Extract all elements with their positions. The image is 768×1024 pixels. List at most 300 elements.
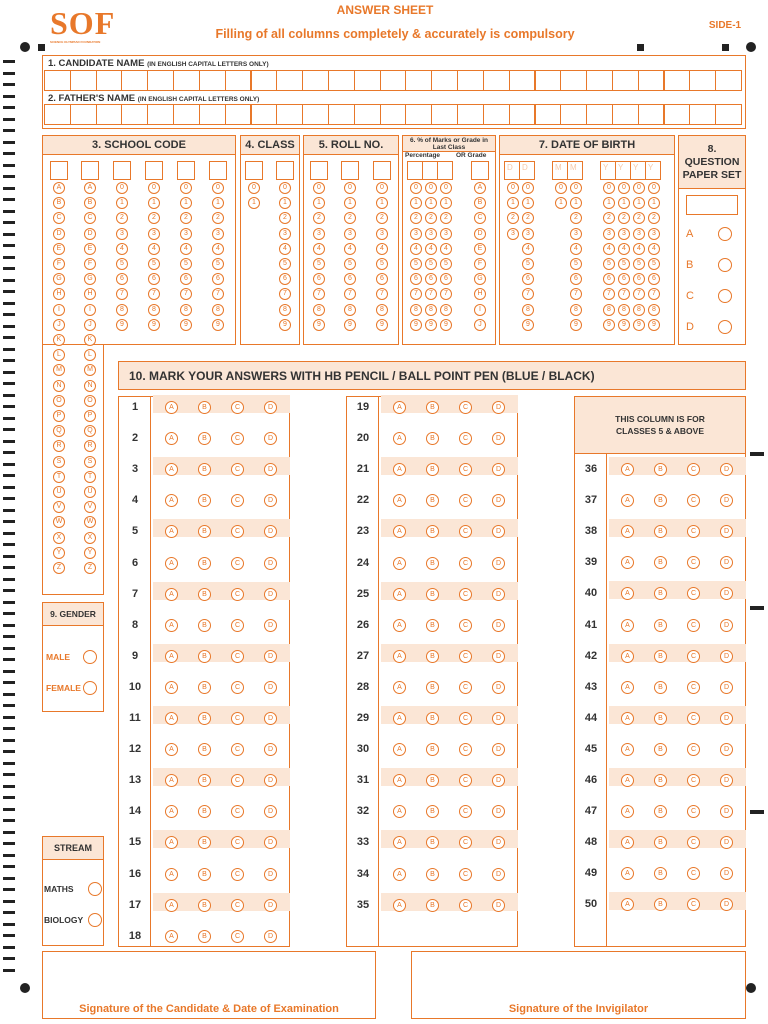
- percentage-digit-bubble[interactable]: 2: [410, 212, 422, 224]
- answer-bubble-d[interactable]: D: [492, 463, 505, 476]
- dob-y-digit-bubble[interactable]: 7: [648, 288, 660, 300]
- father-name-char-box[interactable]: [328, 104, 355, 125]
- dob-m-digit-bubble[interactable]: 0: [570, 182, 582, 194]
- answer-bubble-c[interactable]: C: [459, 774, 472, 787]
- school-code-2-bubble[interactable]: X: [84, 532, 96, 544]
- answer-bubble-c[interactable]: C: [459, 805, 472, 818]
- roll-no-digit-1-bubble[interactable]: 4: [313, 243, 325, 255]
- school-code-2-bubble[interactable]: D: [84, 228, 96, 240]
- roll-no-digit-3-bubble[interactable]: 7: [376, 288, 388, 300]
- candidate-name-char-box[interactable]: [251, 70, 278, 91]
- candidate-name-char-box[interactable]: [276, 70, 303, 91]
- dob-m-digit-bubble[interactable]: 0: [555, 182, 567, 194]
- answer-bubble-d[interactable]: D: [492, 432, 505, 445]
- dob-y-digit-bubble[interactable]: 7: [603, 288, 615, 300]
- answer-bubble-c[interactable]: C: [687, 712, 700, 725]
- class-digit-2-bubble[interactable]: 1: [279, 197, 291, 209]
- answer-bubble-a[interactable]: A: [393, 401, 406, 414]
- school-code-1-bubble[interactable]: E: [53, 243, 65, 255]
- roll-no-digit-3-bubble[interactable]: 8: [376, 304, 388, 316]
- roll-no-digit-3-bubble[interactable]: 0: [376, 182, 388, 194]
- dob-y-digit-bubble[interactable]: 2: [648, 212, 660, 224]
- answer-bubble-a[interactable]: A: [165, 743, 178, 756]
- school-code-4-bubble[interactable]: 0: [148, 182, 160, 194]
- percentage-digit-bubble[interactable]: 8: [440, 304, 452, 316]
- answer-bubble-c[interactable]: C: [687, 494, 700, 507]
- answer-bubble-b[interactable]: B: [654, 712, 667, 725]
- answer-bubble-b[interactable]: B: [426, 743, 439, 756]
- school-code-6-bubble[interactable]: 3: [212, 228, 224, 240]
- answer-bubble-d[interactable]: D: [720, 898, 733, 911]
- answer-bubble-b[interactable]: B: [198, 930, 211, 943]
- answer-bubble-d[interactable]: D: [492, 588, 505, 601]
- answer-bubble-b[interactable]: B: [426, 681, 439, 694]
- dob-d-digit-bubble[interactable]: 0: [522, 182, 534, 194]
- answer-bubble-a[interactable]: A: [621, 836, 634, 849]
- grade-letter-bubble[interactable]: C: [474, 212, 486, 224]
- answer-bubble-a[interactable]: A: [165, 899, 178, 912]
- dob-y-digit-bubble[interactable]: 4: [603, 243, 615, 255]
- answer-bubble-b[interactable]: B: [654, 805, 667, 818]
- class-digit-2-bubble[interactable]: 5: [279, 258, 291, 270]
- dob-y-digit-bubble[interactable]: 4: [633, 243, 645, 255]
- answer-bubble-b[interactable]: B: [654, 867, 667, 880]
- school-code-2-bubble[interactable]: R: [84, 440, 96, 452]
- percentage-digit-bubble[interactable]: 5: [410, 258, 422, 270]
- male-bubble[interactable]: [83, 650, 97, 664]
- school-code-2-bubble[interactable]: B: [84, 197, 96, 209]
- answer-bubble-a[interactable]: A: [393, 805, 406, 818]
- dob-d-digit-bubble[interactable]: 6: [522, 273, 534, 285]
- answer-bubble-d[interactable]: D: [720, 587, 733, 600]
- dob-d-digit-bubble[interactable]: 9: [522, 319, 534, 331]
- roll-no-digit-3-bubble[interactable]: 1: [376, 197, 388, 209]
- father-name-char-box[interactable]: [664, 104, 691, 125]
- answer-bubble-a[interactable]: A: [165, 463, 178, 476]
- answer-bubble-c[interactable]: C: [687, 743, 700, 756]
- answer-bubble-d[interactable]: D: [264, 899, 277, 912]
- answer-bubble-b[interactable]: B: [198, 650, 211, 663]
- answer-bubble-c[interactable]: C: [687, 525, 700, 538]
- answer-bubble-c[interactable]: C: [687, 898, 700, 911]
- dob-y-digit-bubble[interactable]: 5: [603, 258, 615, 270]
- father-name-char-box[interactable]: [483, 104, 510, 125]
- question-paper-set-box[interactable]: [686, 195, 738, 215]
- school-code-1-bubble[interactable]: U: [53, 486, 65, 498]
- school-code-1-bubble[interactable]: S: [53, 456, 65, 468]
- school-code-4-bubble[interactable]: 4: [148, 243, 160, 255]
- dob-y-digit-bubble[interactable]: 6: [633, 273, 645, 285]
- class-box[interactable]: [245, 161, 263, 180]
- answer-bubble-d[interactable]: D: [264, 930, 277, 943]
- answer-bubble-c[interactable]: C: [231, 681, 244, 694]
- answer-bubble-a[interactable]: A: [621, 805, 634, 818]
- answer-bubble-a[interactable]: A: [621, 619, 634, 632]
- school-code-4-bubble[interactable]: 5: [148, 258, 160, 270]
- percentage-digit-bubble[interactable]: 0: [425, 182, 437, 194]
- answer-bubble-b[interactable]: B: [198, 432, 211, 445]
- father-name-char-box[interactable]: [199, 104, 226, 125]
- percentage-digit-bubble[interactable]: 9: [410, 319, 422, 331]
- candidate-name-char-box[interactable]: [380, 70, 407, 91]
- father-name-char-box[interactable]: [689, 104, 716, 125]
- answer-bubble-b[interactable]: B: [654, 898, 667, 911]
- percentage-digit-bubble[interactable]: 5: [440, 258, 452, 270]
- answer-bubble-a[interactable]: A: [165, 494, 178, 507]
- answer-bubble-a[interactable]: A: [165, 930, 178, 943]
- roll-no-digit-2-bubble[interactable]: 1: [344, 197, 356, 209]
- school-code-3-bubble[interactable]: 2: [116, 212, 128, 224]
- school-code-1-bubble[interactable]: C: [53, 212, 65, 224]
- answer-bubble-a[interactable]: A: [621, 867, 634, 880]
- dob-y-digit-bubble[interactable]: 0: [633, 182, 645, 194]
- school-code-1-bubble[interactable]: G: [53, 273, 65, 285]
- answer-bubble-d[interactable]: D: [264, 525, 277, 538]
- dob-y-digit-bubble[interactable]: 0: [603, 182, 615, 194]
- school-code-2-bubble[interactable]: P: [84, 410, 96, 422]
- answer-bubble-b[interactable]: B: [198, 712, 211, 725]
- school-code-2-bubble[interactable]: Y: [84, 547, 96, 559]
- answer-bubble-d[interactable]: D: [720, 805, 733, 818]
- answer-bubble-d[interactable]: D: [492, 805, 505, 818]
- answer-bubble-d[interactable]: D: [492, 774, 505, 787]
- answer-bubble-c[interactable]: C: [231, 525, 244, 538]
- school-code-2-bubble[interactable]: C: [84, 212, 96, 224]
- school-code-1-bubble[interactable]: N: [53, 380, 65, 392]
- roll-no-digit-2-bubble[interactable]: 9: [344, 319, 356, 331]
- dob-y-digit-bubble[interactable]: 5: [648, 258, 660, 270]
- answer-bubble-a[interactable]: A: [621, 587, 634, 600]
- school-code-3-bubble[interactable]: 1: [116, 197, 128, 209]
- answer-bubble-b[interactable]: B: [426, 557, 439, 570]
- school-code-2-bubble[interactable]: L: [84, 349, 96, 361]
- answer-bubble-b[interactable]: B: [426, 401, 439, 414]
- answer-bubble-d[interactable]: D: [492, 681, 505, 694]
- answer-bubble-c[interactable]: C: [687, 836, 700, 849]
- father-name-char-box[interactable]: [44, 104, 71, 125]
- dob-d-digit-bubble[interactable]: 2: [507, 212, 519, 224]
- grade-letter-bubble[interactable]: I: [474, 304, 486, 316]
- school-code-5-bubble[interactable]: 2: [180, 212, 192, 224]
- answer-bubble-c[interactable]: C: [459, 463, 472, 476]
- school-code-1-bubble[interactable]: Y: [53, 547, 65, 559]
- dob-m-digit-bubble[interactable]: 1: [555, 197, 567, 209]
- class-digit-2-bubble[interactable]: 3: [279, 228, 291, 240]
- father-name-char-box[interactable]: [251, 104, 278, 125]
- answer-bubble-c[interactable]: C: [459, 836, 472, 849]
- school-code-2-bubble[interactable]: A: [84, 182, 96, 194]
- candidate-name-char-box[interactable]: [664, 70, 691, 91]
- dob-y-digit-bubble[interactable]: 6: [648, 273, 660, 285]
- answer-bubble-d[interactable]: D: [720, 525, 733, 538]
- school-code-2-bubble[interactable]: Z: [84, 562, 96, 574]
- answer-bubble-d[interactable]: D: [720, 712, 733, 725]
- answer-bubble-a[interactable]: A: [393, 463, 406, 476]
- answer-bubble-c[interactable]: C: [459, 899, 472, 912]
- school-code-1-bubble[interactable]: X: [53, 532, 65, 544]
- dob-m-digit-bubble[interactable]: 1: [570, 197, 582, 209]
- percentage-box[interactable]: [437, 161, 453, 180]
- answer-bubble-a[interactable]: A: [165, 525, 178, 538]
- candidate-name-char-box[interactable]: [70, 70, 97, 91]
- answer-bubble-a[interactable]: A: [165, 619, 178, 632]
- dob-y-digit-bubble[interactable]: 3: [603, 228, 615, 240]
- answer-bubble-d[interactable]: D: [720, 556, 733, 569]
- school-code-3-bubble[interactable]: 0: [116, 182, 128, 194]
- percentage-box[interactable]: [422, 161, 438, 180]
- class-digit-2-bubble[interactable]: 7: [279, 288, 291, 300]
- father-name-char-box[interactable]: [560, 104, 587, 125]
- class-digit-2-bubble[interactable]: 9: [279, 319, 291, 331]
- school-code-1-bubble[interactable]: F: [53, 258, 65, 270]
- answer-bubble-b[interactable]: B: [654, 587, 667, 600]
- dob-d-digit-bubble[interactable]: 0: [507, 182, 519, 194]
- answer-bubble-d[interactable]: D: [720, 681, 733, 694]
- answer-bubble-d[interactable]: D: [264, 619, 277, 632]
- answer-bubble-b[interactable]: B: [198, 836, 211, 849]
- school-code-2-bubble[interactable]: T: [84, 471, 96, 483]
- grade-letter-bubble[interactable]: G: [474, 273, 486, 285]
- dob-d-digit-bubble[interactable]: 3: [522, 228, 534, 240]
- school-code-3-bubble[interactable]: 9: [116, 319, 128, 331]
- school-code-6-bubble[interactable]: 0: [212, 182, 224, 194]
- answer-bubble-b[interactable]: B: [654, 525, 667, 538]
- grade-letter-bubble[interactable]: F: [474, 258, 486, 270]
- dob-y-digit-bubble[interactable]: 3: [648, 228, 660, 240]
- answer-bubble-d[interactable]: D: [264, 743, 277, 756]
- answer-bubble-b[interactable]: B: [654, 650, 667, 663]
- answer-bubble-b[interactable]: B: [654, 463, 667, 476]
- answer-bubble-b[interactable]: B: [654, 681, 667, 694]
- dob-y-digit-bubble[interactable]: 8: [633, 304, 645, 316]
- school-code-5-bubble[interactable]: 5: [180, 258, 192, 270]
- candidate-name-char-box[interactable]: [638, 70, 665, 91]
- answer-bubble-d[interactable]: D: [492, 619, 505, 632]
- answer-bubble-c[interactable]: C: [459, 712, 472, 725]
- dob-y-digit-bubble[interactable]: 2: [603, 212, 615, 224]
- answer-bubble-a[interactable]: A: [165, 401, 178, 414]
- roll-no-digit-2-bubble[interactable]: 2: [344, 212, 356, 224]
- answer-bubble-c[interactable]: C: [231, 930, 244, 943]
- answer-bubble-c[interactable]: C: [459, 743, 472, 756]
- answer-bubble-d[interactable]: D: [720, 463, 733, 476]
- answer-bubble-b[interactable]: B: [654, 836, 667, 849]
- candidate-name-char-box[interactable]: [225, 70, 252, 91]
- answer-bubble-a[interactable]: A: [393, 525, 406, 538]
- dob-d-digit-bubble[interactable]: 1: [522, 197, 534, 209]
- roll-no-digit-1-bubble[interactable]: 2: [313, 212, 325, 224]
- answer-bubble-c[interactable]: C: [231, 432, 244, 445]
- candidate-name-char-box[interactable]: [483, 70, 510, 91]
- answer-bubble-a[interactable]: A: [621, 650, 634, 663]
- candidate-name-char-box[interactable]: [612, 70, 639, 91]
- answer-bubble-d[interactable]: D: [492, 899, 505, 912]
- school-code-1-bubble[interactable]: P: [53, 410, 65, 422]
- dob-m-digit-bubble[interactable]: 7: [570, 288, 582, 300]
- school-code-box[interactable]: [145, 161, 163, 180]
- answer-bubble-b[interactable]: B: [426, 899, 439, 912]
- answer-bubble-d[interactable]: D: [264, 805, 277, 818]
- answer-bubble-c[interactable]: C: [231, 494, 244, 507]
- school-code-box[interactable]: [209, 161, 227, 180]
- answer-bubble-a[interactable]: A: [621, 743, 634, 756]
- school-code-2-bubble[interactable]: O: [84, 395, 96, 407]
- father-name-char-box[interactable]: [535, 104, 562, 125]
- percentage-digit-bubble[interactable]: 7: [440, 288, 452, 300]
- school-code-4-bubble[interactable]: 2: [148, 212, 160, 224]
- answer-bubble-a[interactable]: A: [393, 650, 406, 663]
- dob-y-digit-bubble[interactable]: 1: [603, 197, 615, 209]
- answer-bubble-b[interactable]: B: [198, 557, 211, 570]
- answer-bubble-b[interactable]: B: [654, 743, 667, 756]
- dob-y-digit-bubble[interactable]: 2: [618, 212, 630, 224]
- answer-bubble-c[interactable]: C: [231, 743, 244, 756]
- answer-bubble-d[interactable]: D: [264, 588, 277, 601]
- dob-y-digit-bubble[interactable]: 2: [633, 212, 645, 224]
- grade-letter-bubble[interactable]: D: [474, 228, 486, 240]
- school-code-6-bubble[interactable]: 2: [212, 212, 224, 224]
- answer-bubble-c[interactable]: C: [231, 774, 244, 787]
- question-paper-set-option-bubble[interactable]: [718, 320, 732, 334]
- answer-bubble-c[interactable]: C: [687, 587, 700, 600]
- answer-bubble-d[interactable]: D: [264, 681, 277, 694]
- answer-bubble-a[interactable]: A: [621, 774, 634, 787]
- grade-letter-bubble[interactable]: A: [474, 182, 486, 194]
- percentage-digit-bubble[interactable]: 8: [410, 304, 422, 316]
- father-name-char-box[interactable]: [457, 104, 484, 125]
- school-code-1-bubble[interactable]: A: [53, 182, 65, 194]
- dob-m-digit-bubble[interactable]: 8: [570, 304, 582, 316]
- answer-bubble-b[interactable]: B: [198, 401, 211, 414]
- percentage-digit-bubble[interactable]: 6: [425, 273, 437, 285]
- class-box[interactable]: [276, 161, 294, 180]
- school-code-1-bubble[interactable]: Q: [53, 425, 65, 437]
- school-code-4-bubble[interactable]: 3: [148, 228, 160, 240]
- candidate-name-char-box[interactable]: [535, 70, 562, 91]
- school-code-2-bubble[interactable]: U: [84, 486, 96, 498]
- answer-bubble-c[interactable]: C: [687, 774, 700, 787]
- roll-no-digit-1-bubble[interactable]: 9: [313, 319, 325, 331]
- grade-letter-bubble[interactable]: H: [474, 288, 486, 300]
- answer-bubble-d[interactable]: D: [720, 743, 733, 756]
- school-code-5-bubble[interactable]: 6: [180, 273, 192, 285]
- candidate-name-char-box[interactable]: [405, 70, 432, 91]
- school-code-2-bubble[interactable]: W: [84, 516, 96, 528]
- percentage-digit-bubble[interactable]: 7: [410, 288, 422, 300]
- grade-box[interactable]: [471, 161, 489, 180]
- dob-y-digit-bubble[interactable]: 7: [633, 288, 645, 300]
- class-digit-2-bubble[interactable]: 2: [279, 212, 291, 224]
- answer-bubble-b[interactable]: B: [426, 432, 439, 445]
- answer-bubble-a[interactable]: A: [621, 525, 634, 538]
- answer-bubble-b[interactable]: B: [426, 650, 439, 663]
- percentage-digit-bubble[interactable]: 4: [425, 243, 437, 255]
- answer-bubble-d[interactable]: D: [720, 494, 733, 507]
- answer-bubble-a[interactable]: A: [165, 681, 178, 694]
- answer-bubble-c[interactable]: C: [231, 712, 244, 725]
- dob-y-digit-bubble[interactable]: 9: [618, 319, 630, 331]
- answer-bubble-d[interactable]: D: [720, 619, 733, 632]
- answer-bubble-c[interactable]: C: [459, 525, 472, 538]
- answer-bubble-a[interactable]: A: [393, 899, 406, 912]
- school-code-1-bubble[interactable]: L: [53, 349, 65, 361]
- answer-bubble-d[interactable]: D: [264, 401, 277, 414]
- answer-bubble-c[interactable]: C: [687, 805, 700, 818]
- answer-bubble-a[interactable]: A: [165, 650, 178, 663]
- school-code-3-bubble[interactable]: 4: [116, 243, 128, 255]
- answer-bubble-b[interactable]: B: [426, 588, 439, 601]
- answer-bubble-b[interactable]: B: [198, 743, 211, 756]
- candidate-name-char-box[interactable]: [328, 70, 355, 91]
- dob-m-digit-bubble[interactable]: 3: [570, 228, 582, 240]
- answer-bubble-b[interactable]: B: [198, 619, 211, 632]
- candidate-name-char-box[interactable]: [715, 70, 742, 91]
- school-code-5-bubble[interactable]: 1: [180, 197, 192, 209]
- answer-bubble-c[interactable]: C: [459, 650, 472, 663]
- dob-y-digit-bubble[interactable]: 8: [618, 304, 630, 316]
- answer-bubble-a[interactable]: A: [165, 836, 178, 849]
- father-name-char-box[interactable]: [121, 104, 148, 125]
- school-code-1-bubble[interactable]: T: [53, 471, 65, 483]
- answer-bubble-c[interactable]: C: [231, 557, 244, 570]
- answer-bubble-a[interactable]: A: [621, 494, 634, 507]
- school-code-4-bubble[interactable]: 1: [148, 197, 160, 209]
- roll-no-digit-1-bubble[interactable]: 5: [313, 258, 325, 270]
- percentage-digit-bubble[interactable]: 9: [425, 319, 437, 331]
- dob-m-digit-bubble[interactable]: 2: [570, 212, 582, 224]
- percentage-digit-bubble[interactable]: 2: [425, 212, 437, 224]
- answer-bubble-b[interactable]: B: [426, 463, 439, 476]
- dob-y-digit-bubble[interactable]: 7: [618, 288, 630, 300]
- answer-bubble-c[interactable]: C: [231, 899, 244, 912]
- dob-d-digit-bubble[interactable]: 8: [522, 304, 534, 316]
- father-name-char-box[interactable]: [354, 104, 381, 125]
- dob-y-digit-bubble[interactable]: 8: [603, 304, 615, 316]
- school-code-box[interactable]: [113, 161, 131, 180]
- answer-bubble-a[interactable]: A: [393, 836, 406, 849]
- roll-no-digit-1-bubble[interactable]: 3: [313, 228, 325, 240]
- answer-bubble-a[interactable]: A: [165, 774, 178, 787]
- father-name-char-box[interactable]: [405, 104, 432, 125]
- answer-bubble-a[interactable]: A: [393, 619, 406, 632]
- answer-bubble-d[interactable]: D: [264, 557, 277, 570]
- answer-bubble-c[interactable]: C: [459, 588, 472, 601]
- dob-m-digit-bubble[interactable]: 6: [570, 273, 582, 285]
- school-code-2-bubble[interactable]: Q: [84, 425, 96, 437]
- answer-bubble-a[interactable]: A: [165, 557, 178, 570]
- candidate-name-char-box[interactable]: [173, 70, 200, 91]
- answer-bubble-c[interactable]: C: [687, 463, 700, 476]
- dob-y-digit-bubble[interactable]: 3: [633, 228, 645, 240]
- school-code-2-bubble[interactable]: K: [84, 334, 96, 346]
- answer-bubble-c[interactable]: C: [459, 619, 472, 632]
- dob-y-digit-bubble[interactable]: 9: [633, 319, 645, 331]
- class-digit-1-bubble[interactable]: 0: [248, 182, 260, 194]
- dob-y-digit-bubble[interactable]: 9: [648, 319, 660, 331]
- answer-bubble-b[interactable]: B: [654, 494, 667, 507]
- answer-bubble-a[interactable]: A: [165, 805, 178, 818]
- school-code-6-bubble[interactable]: 4: [212, 243, 224, 255]
- dob-y-digit-bubble[interactable]: 9: [603, 319, 615, 331]
- roll-no-digit-2-bubble[interactable]: 6: [344, 273, 356, 285]
- school-code-5-bubble[interactable]: 0: [180, 182, 192, 194]
- answer-bubble-d[interactable]: D: [264, 463, 277, 476]
- answer-bubble-c[interactable]: C: [687, 619, 700, 632]
- class-digit-2-bubble[interactable]: 0: [279, 182, 291, 194]
- answer-bubble-a[interactable]: A: [621, 556, 634, 569]
- candidate-name-char-box[interactable]: [689, 70, 716, 91]
- roll-no-box[interactable]: [373, 161, 391, 180]
